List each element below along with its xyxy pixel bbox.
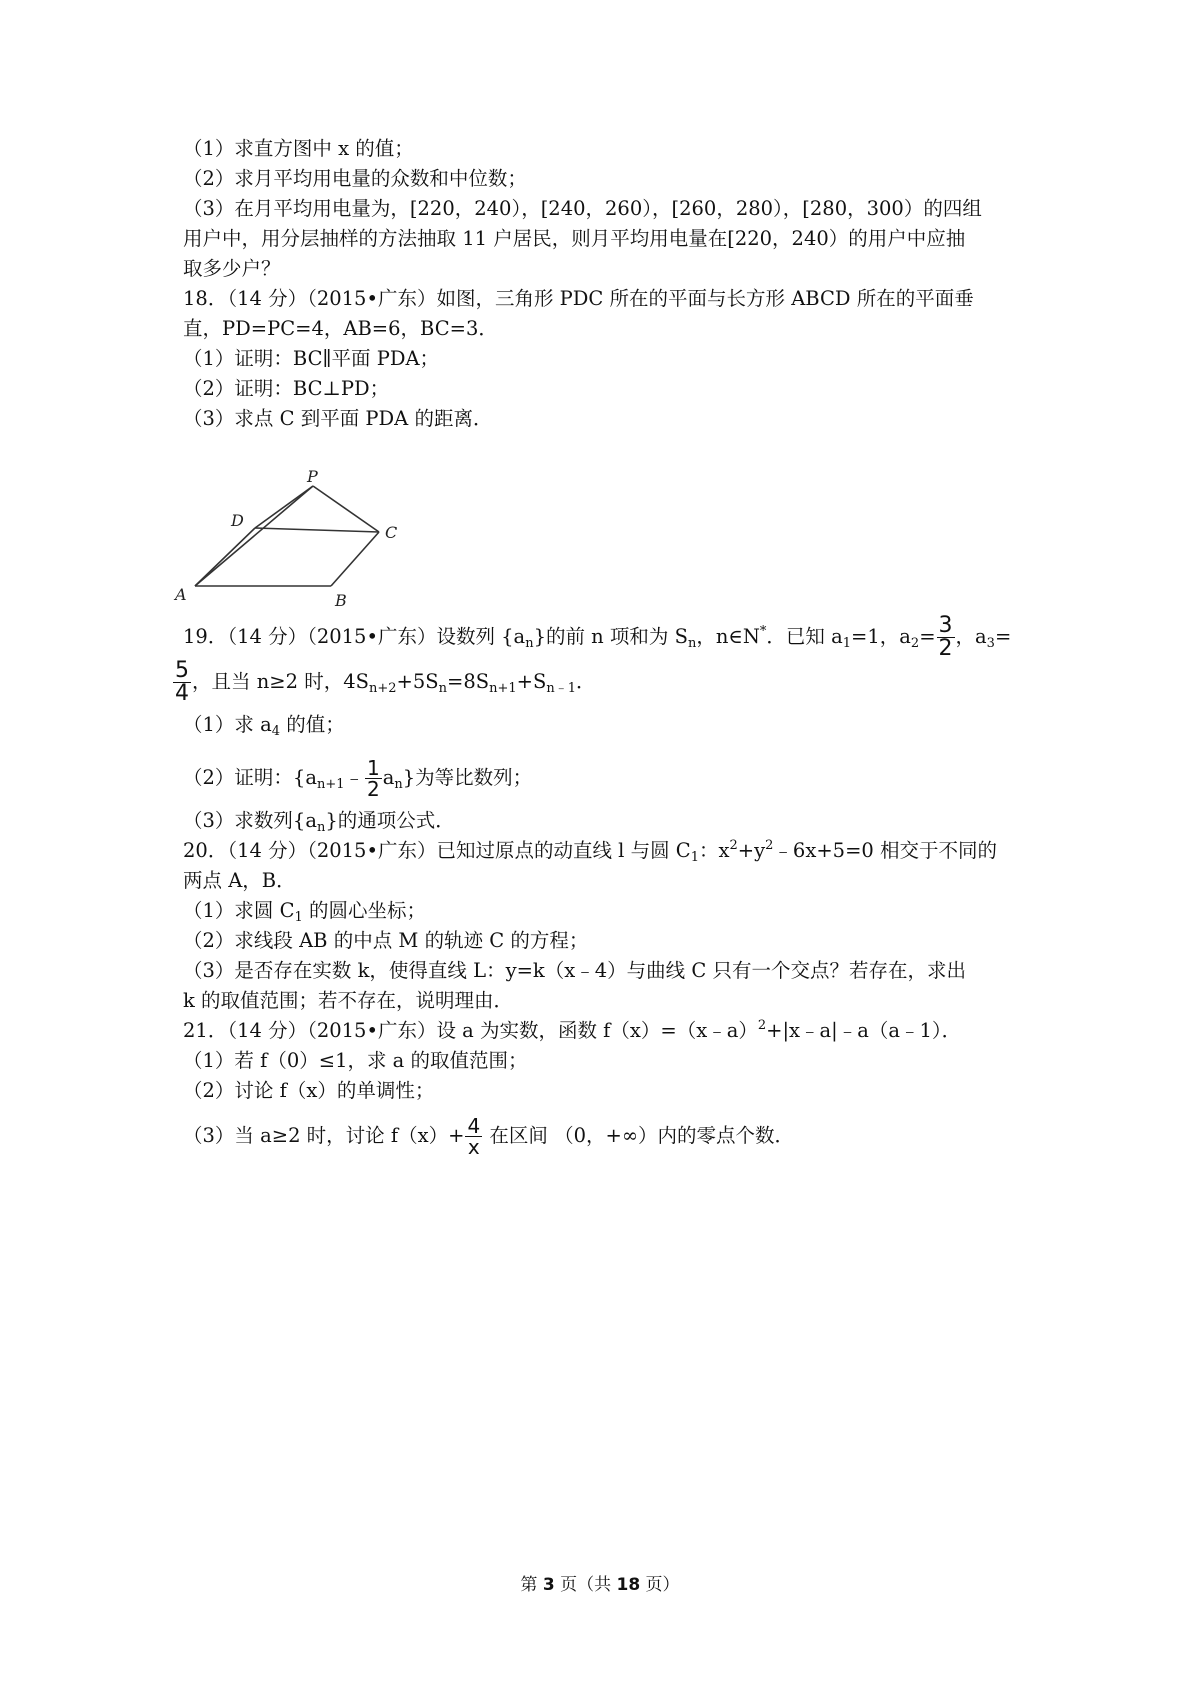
page-footer: 第 3 页（共 18 页） [520, 1575, 680, 1595]
q20-heading: 20．（14 分）（2015•广东）已知过原点的动直线 l 与圆 $C_1$：$x^2+y^2﹣6x+5=0$ 相交于不同的 [183, 838, 998, 865]
q19-part1: （1）求 $a_4$ 的值； [183, 713, 345, 739]
q20-heading-line2: 两点 A，B． [183, 869, 296, 892]
q21-heading: 21．（14 分）（2015•广东）设 a 为实数，函数 f（x）=（x﹣a）$^2$+|x﹣a|﹣a（a﹣1）． [183, 1018, 962, 1042]
q18-heading-line2: 直，PD=PC=4，AB=6，BC=3． [183, 317, 498, 340]
edge-pa [195, 486, 313, 586]
edge-da [195, 528, 255, 586]
q19-part3: （3）求数列$\{a_n\}$的通项公式． [183, 809, 455, 835]
q21-part1: （1）若 f（0）≤1，求 a 的取值范围； [183, 1049, 528, 1072]
q18-heading: 18．（14 分）（2015•广东）如图，三角形 PDC 所在的平面与长方形 ABCD 所在的平面垂 [183, 287, 974, 310]
q17-part2: （2）求月平均用电量的众数和中位数； [183, 167, 527, 190]
q21-part3: （3）当 a≥2 时，讨论 f（x）+ $\frac{4}{x}$ 在区间 （0，+∞）内的零点个数． [183, 1114, 795, 1159]
q17-part3-line2: 用户中，用分层抽样的方法抽取 11 户居民，则月平均用电量在[220，240）的用户中应抽 [183, 227, 966, 250]
q18-part3: （3）求点 C 到平面 PDA 的距离． [183, 407, 493, 430]
edge-pc [313, 486, 379, 532]
label-c: C [385, 523, 398, 542]
q19-part2: （2）证明：{$a_{n+1}﹣$ $\frac{1}{2}$ $a_n$}为等比数列； [183, 756, 533, 801]
label-d: D [231, 511, 244, 530]
pyramid-figure [175, 467, 423, 618]
edge-bc [331, 532, 379, 586]
page-total: 18 [616, 1575, 641, 1595]
label-p: P [307, 467, 318, 486]
edge-dc [255, 528, 379, 532]
label-b: B [335, 591, 347, 610]
q20-part2: （2）求线段 AB 的中点 M 的轨迹 C 的方程； [183, 929, 589, 952]
fraction-one-half: $\frac{1}{2}$ [367, 756, 380, 801]
q19-heading-line2: $\frac{5}{4}$ ，且当 n≥2 时，$4S_{n+2}+5S_n=8S_{n+1}+S_{n﹣1}$． [175, 658, 596, 706]
q19-heading: 19．（14 分）（2015•广东）设数列 $\{a_n\}$的前 n 项和为 $S_n$，n∈N*．已知 $a_1=1$，$a_2=$ $\frac{3}{2}$ ，$a_3=$ [183, 613, 1012, 661]
edge-pd [255, 486, 313, 528]
fraction-three-halves: $\frac{3}{2}$ [938, 613, 953, 661]
q17-part3-line1: （3）在月平均用电量为，[220，240），[240，260），[260，280），[280，300）的四组 [183, 197, 982, 220]
q18-part2: （2）证明：BC⊥PD； [183, 377, 390, 400]
q20-part3-line1: （3）是否存在实数 k，使得直线 L：y=k（x﹣4）与曲线 C 只有一个交点？若存在，求出 [183, 959, 966, 982]
label-a: A [175, 585, 187, 604]
q20-part3-line2: k 的取值范围；若不存在，说明理由． [183, 989, 514, 1012]
q20-part1: （1）求圆 $C_1$ 的圆心坐标； [183, 899, 427, 925]
q17-part1: （1）求直方图中 x 的值； [183, 137, 414, 160]
fraction-four-over-x: $\frac{4}{x}$ [467, 1114, 481, 1159]
page-number: 3 [542, 1575, 555, 1595]
q21-part2: （2）讨论 f（x）的单调性； [183, 1079, 435, 1102]
q18-part1: （1）证明：BC∥平面 PDA； [183, 347, 440, 370]
q17-part3-line3: 取多少户？ [183, 257, 281, 280]
fraction-five-quarters: $\frac{5}{4}$ [175, 658, 189, 706]
